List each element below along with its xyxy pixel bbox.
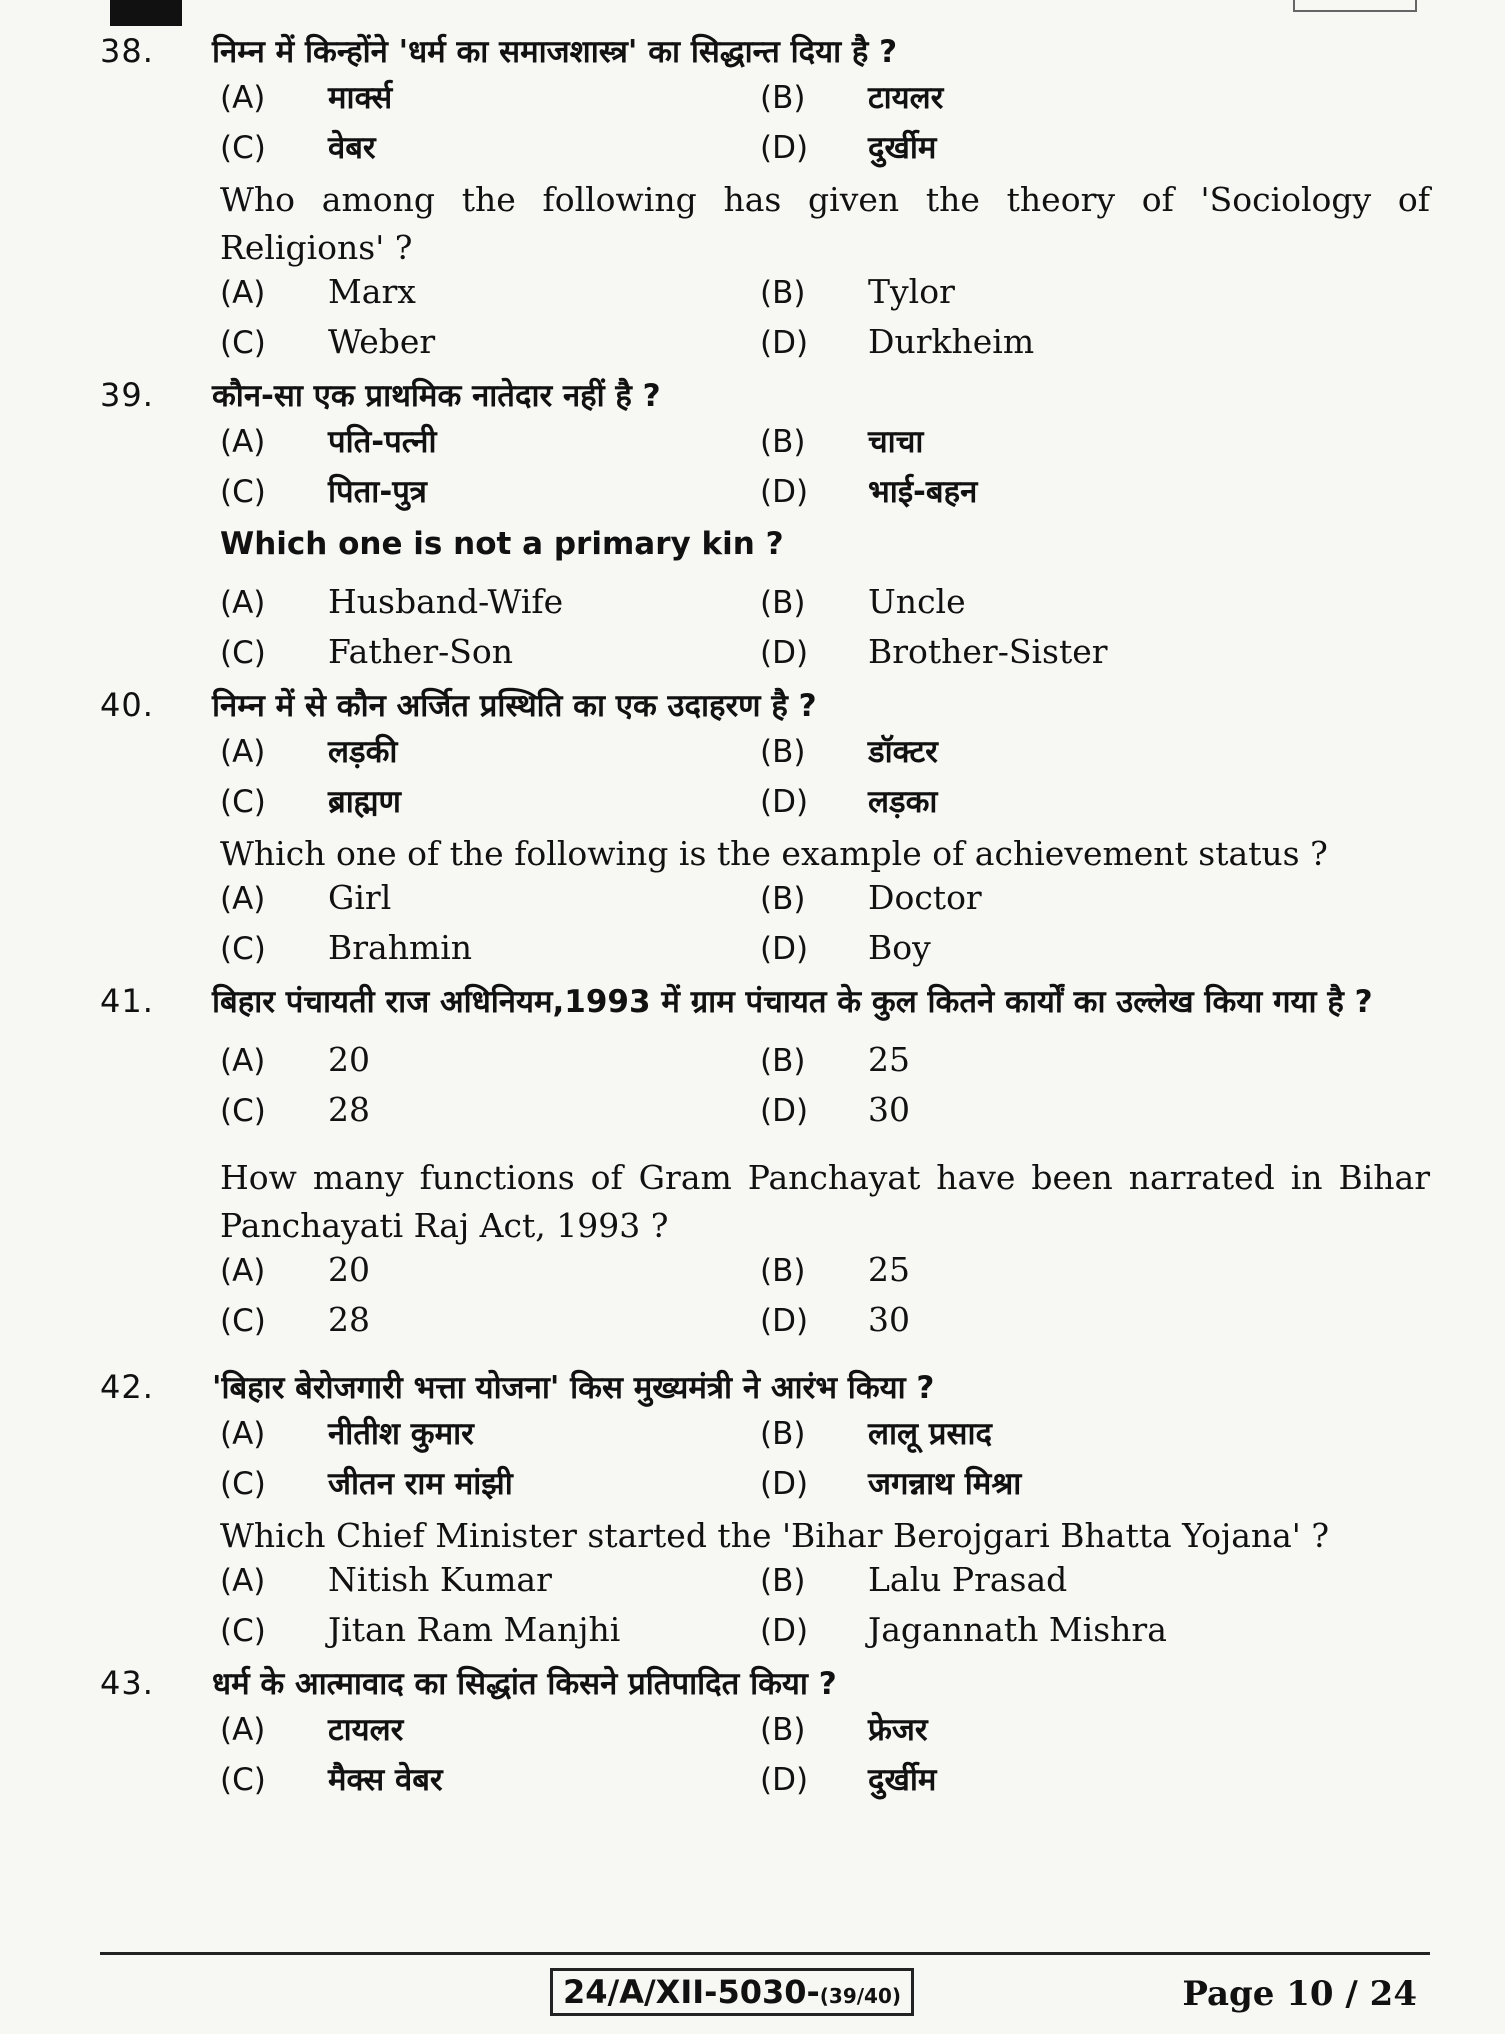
options-hindi	[220, 420, 1430, 520]
question-41	[100, 978, 1430, 1350]
question-number: 43.	[100, 1664, 154, 1702]
option: (D) दुर्खीम	[760, 1762, 937, 1798]
option: (D) Boy	[760, 928, 931, 967]
option: (D) लड़का	[760, 784, 938, 820]
option: (D) Brother-Sister	[760, 632, 1108, 671]
option: (D) 30	[760, 1090, 910, 1129]
question-39	[100, 372, 1430, 682]
question-text-hindi: बिहार पंचायती राज अधिनियम,1993 में ग्राम पंचायत के कुल कितने कार्यों का उल्लेख किया गया है ?	[212, 984, 1373, 1020]
option: (A) पति-पत्नी	[220, 424, 437, 460]
question-page	[0, 28, 1505, 1808]
question-40	[100, 682, 1430, 978]
option: (C) वेबर	[220, 130, 376, 166]
options-hindi	[220, 76, 1430, 176]
option: (D) दुर्खीम	[760, 130, 937, 166]
options-english	[220, 272, 1430, 372]
option: (B) चाचा	[760, 424, 924, 460]
question-text-english: How many functions of Gram Panchayat have been narrated in Bihar Panchayati Raj Act, 1993 ?	[220, 1158, 1430, 1245]
option: (A) Girl	[220, 878, 392, 917]
question-42	[100, 1364, 1430, 1660]
question-number: 41.	[100, 982, 154, 1020]
option: (B) Uncle	[760, 582, 966, 621]
question-number: 42.	[100, 1368, 154, 1406]
option: (C) जीतन राम मांझी	[220, 1466, 513, 1502]
question-text-hindi: निम्न में किन्होंने 'धर्म का समाजशास्त्र' का सिद्धान्त दिया है ?	[212, 34, 898, 70]
option: (A) नीतीश कुमार	[220, 1416, 474, 1452]
question-text-english: Which one of the following is the example of achievement status ?	[220, 834, 1328, 873]
option: (C) ब्राह्मण	[220, 784, 401, 820]
question-text-hindi: निम्न में से कौन अर्जित प्रस्थिति का एक उदाहरण है ?	[212, 688, 817, 724]
option: (C) 28	[220, 1090, 370, 1129]
option: (B) डॉक्टर	[760, 734, 938, 770]
option: (B) 25	[760, 1040, 910, 1079]
options-hindi	[220, 1412, 1430, 1512]
option: (A) टायलर	[220, 1712, 404, 1748]
options-english	[220, 582, 1430, 682]
option: (B) 25	[760, 1250, 910, 1289]
question-text-hindi: धर्म के आत्मावाद का सिद्धांत किसने प्रतिपादित किया ?	[212, 1666, 837, 1702]
option: (D) Jagannath Mishra	[760, 1610, 1167, 1649]
option: (A) Marx	[220, 272, 416, 311]
option: (B) Lalu Prasad	[760, 1560, 1068, 1599]
question-text-hindi: 'बिहार बेरोजगारी भत्ता योजना' किस मुख्यमंत्री ने आरंभ किया ?	[212, 1370, 935, 1406]
question-text-english: Which one is not a primary kin ?	[220, 526, 784, 562]
footer-divider	[100, 1952, 1430, 1955]
options-english	[220, 1560, 1430, 1660]
option: (B) Tylor	[760, 272, 955, 311]
paper-code: 24/A/XII-5030-(39/40)	[550, 1968, 914, 2016]
question-text-english: Which Chief Minister started the 'Bihar Berojgari Bhatta Yojana' ?	[220, 1516, 1330, 1555]
option: (B) टायलर	[760, 80, 944, 116]
option: (C) Brahmin	[220, 928, 473, 967]
options-english	[220, 1250, 1430, 1350]
option: (C) 28	[220, 1300, 370, 1339]
question-number: 40.	[100, 686, 154, 724]
option: (C) मैक्स वेबर	[220, 1762, 443, 1798]
option: (C) पिता-पुत्र	[220, 474, 427, 510]
option: (D) 30	[760, 1300, 910, 1339]
page-number: Page 10 / 24	[1182, 1974, 1417, 2014]
options-hindi	[220, 1040, 1430, 1140]
question-number: 38.	[100, 32, 154, 70]
options-english	[220, 878, 1430, 978]
option: (D) Durkheim	[760, 322, 1035, 361]
option: (B) फ्रेजर	[760, 1712, 928, 1748]
option: (C) Weber	[220, 322, 436, 361]
option: (D) भाई-बहन	[760, 474, 978, 510]
question-text-hindi: कौन-सा एक प्राथमिक नातेदार नहीं है ?	[212, 378, 661, 414]
question-38	[100, 28, 1430, 372]
option: (A) Nitish Kumar	[220, 1560, 552, 1599]
option: (A) Husband-Wife	[220, 582, 564, 621]
question-43	[100, 1660, 1430, 1808]
question-text-english: Who among the following has given the theory of 'Sociology of Religions' ?	[220, 180, 1430, 267]
header-tab	[110, 0, 182, 26]
option: (A) मार्क्स	[220, 80, 393, 116]
option: (D) जगन्नाथ मिश्रा	[760, 1466, 1022, 1502]
question-number: 39.	[100, 376, 154, 414]
options-hindi	[220, 1708, 1430, 1808]
option: (A) 20	[220, 1040, 370, 1079]
option: (C) Jitan Ram Manjhi	[220, 1610, 621, 1649]
option: (C) Father-Son	[220, 632, 514, 671]
option: (A) 20	[220, 1250, 370, 1289]
options-hindi	[220, 730, 1430, 830]
option: (B) Doctor	[760, 878, 982, 917]
header-corner-mark	[1293, 0, 1417, 12]
option: (B) लालू प्रसाद	[760, 1416, 992, 1452]
option: (A) लड़की	[220, 734, 398, 770]
